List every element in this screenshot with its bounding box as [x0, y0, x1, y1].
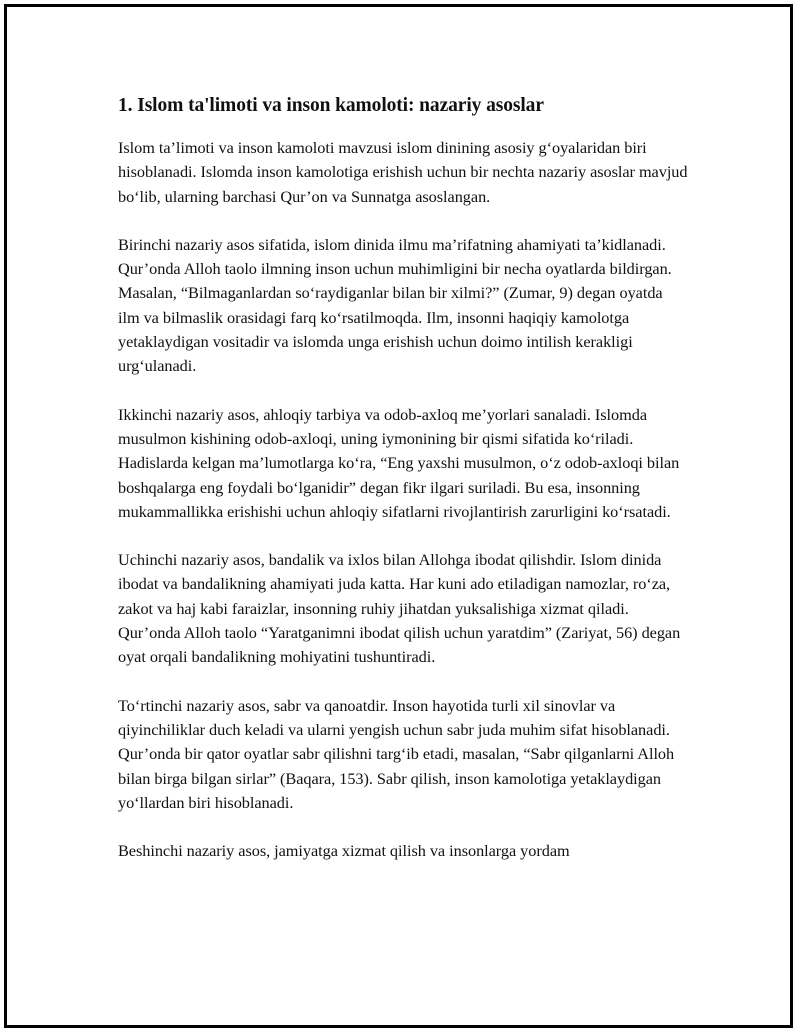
paragraph-fifth-basis: Beshinchi nazariy asos, jamiyatga xizmat qilish va insonlarga yordam — [118, 841, 570, 861]
paragraph-first-basis: Birinchi nazariy asos sifatida, islom dinida ilmu ma’rifatning ahamiyati ta’kidlanadi. Qur’onda Alloh taolo ilmning inson uchun muhimligini bir necha oyatlarda bildirgan. Masalan, “Bilmaganlardan so‘raydiganlar bilan bir xilmi?” (Zumar, 9) degan oyatda ilm va bilmaslik orasidagi farq ko‘rsatilmoqda. Ilm, insonni haqiqiy kamolotga yetaklaydigan vositadir va islomda unga erishish uchun doimo intilish kerakligi urg‘ulanadi. — [118, 234, 672, 376]
paragraph-introduction: Islom ta’limoti va inson kamoloti mavzusi islom dinining asosiy g‘oyalaridan biri hisoblanadi. Islomda inson kamolotiga erishish uchun bir nechta nazariy asoslar mavjud bo‘lib, ularning barchasi Qur’on va Sunnatga asoslangan. — [118, 138, 688, 206]
paragraph-fourth-basis: To‘rtinchi nazariy asos, sabr va qanoatdir. Inson hayotida turli xil sinovlar va qiyinchiliklar duch keladi va ularni yengish uchun sabr juda muhim sifat hisoblanadi. Qur’onda bir qator oyatlar sabr qilishni targ‘ib etadi, masalan, “Sabr qilganlarni Alloh bilan birga bilgan sirlar” (Baqara, 153). Sabr qilish, inson kamolotiga yetaklaydigan yo‘llardan biri hisoblanadi. — [118, 695, 675, 812]
document-body — [118, 94, 688, 887]
section-heading: 1. Islom ta'limoti va inson kamoloti: nazariy asoslar — [118, 95, 544, 116]
paragraph-second-basis: Ikkinchi nazariy asos, ahloqiy tarbiya va odob-axloq me’yorlari sanaladi. Islomda musulmon kishining odob-axloqi, uning iymonining bir qismi sifatida ko‘riladi. Hadislarda kelgan ma’lumotlarga ko‘ra, “Eng yaxshi musulmon, o‘z odob-axloqi bilan boshqalarga eng foydali bo‘lganidir” degan fikr ilgari suriladi. Bu esa, insonning mukammallikka erishishi uchun ahloqiy sifatlarni rivojlantirish zarurligini ko‘rsatadi. — [118, 404, 680, 521]
paragraph-third-basis: Uchinchi nazariy asos, bandalik va ixlos bilan Allohga ibodat qilishdir. Islom dinida ibodat va bandalikning ahamiyati juda katta. Har kuni ado etiladigan namozlar, ro‘za, zakot va haj kabi faraizlar, insonning ruhiy jihatdan yuksalishiga xizmat qiladi. Qur’onda Alloh taolo “Yaratganimni ibodat qilish uchun yaratdim” (Zariyat, 56) degan oyat orqali bandalikning mohiyatini tushuntiradi. — [118, 550, 681, 667]
